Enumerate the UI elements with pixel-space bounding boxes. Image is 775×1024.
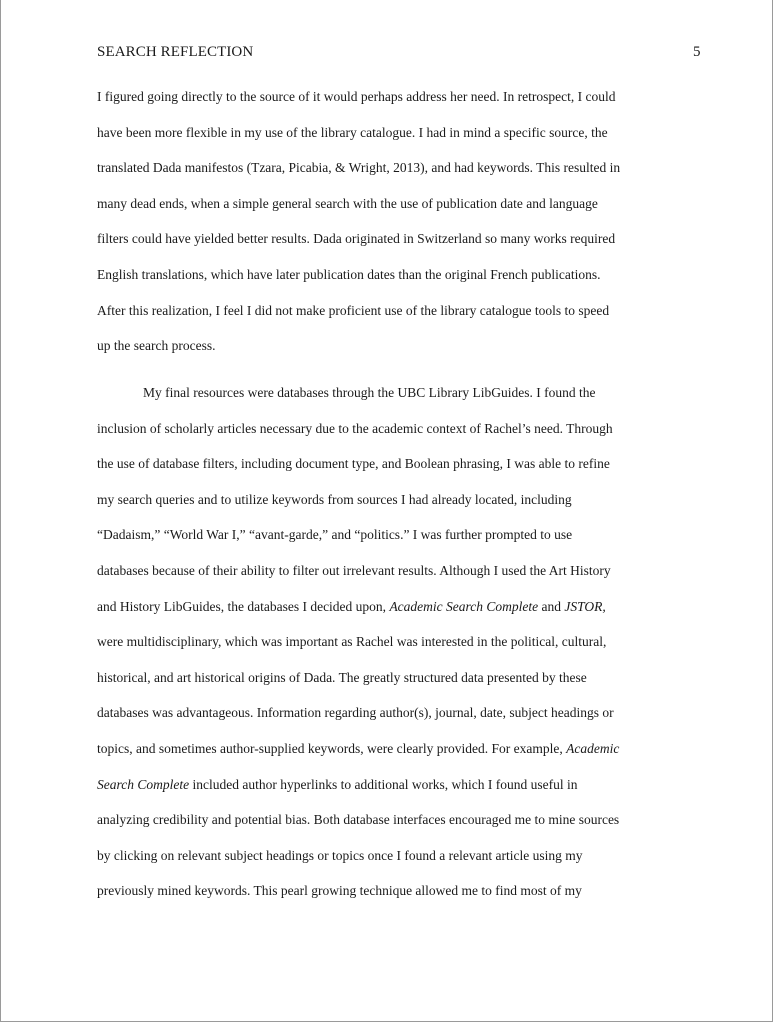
body-line: have been more flexible in my use of the library catalogue. I had in mind a specific source, the: [97, 124, 608, 140]
italic-title: JSTOR,: [564, 598, 606, 614]
body-line: [97, 775, 578, 795]
body-line: I figured going directly to the source of it would perhaps address her need. In retrospect, I could: [97, 89, 616, 104]
italic-title: Academic: [566, 741, 620, 756]
body-line: by clicking on relevant subject headings or topics once I found a relevant article using my: [97, 847, 583, 863]
body-line: My final resources were databases through the UBC Library LibGuides. I found the: [143, 385, 596, 400]
line-segment: topics, and sometimes author-supplied keywords, were clearly provided. For example,: [97, 741, 567, 756]
italic-title: Academic Search Complete: [389, 598, 539, 614]
body-line: filters could have yielded better results. Dada originated in Switzerland so many works required: [97, 231, 616, 247]
body-line: many dead ends, when a simple general search with the use of publication date and language: [97, 195, 598, 211]
body-line: translated Dada manifestos (Tzara, Picabia, & Wright, 2013), and had keywords. This resulted in: [97, 160, 621, 176]
line-segment: and: [538, 598, 565, 614]
body-line: my search queries and to utilize keywords from sources I had already located, including: [97, 491, 572, 507]
body-line: analyzing credibility and potential bias. Both database interfaces encouraged me to mine sources: [97, 812, 620, 828]
body-line: [97, 597, 606, 617]
body-line: “Dadaism,” “World War I,” “avant-garde,” and “politics.” I was further prompted to use: [97, 527, 573, 543]
body-line: After this realization, I feel I did not make proficient use of the library catalogue tools to speed: [97, 302, 610, 318]
body-line: English translations, which have later publication dates than the original French publications.: [97, 267, 601, 282]
body-line: databases because of their ability to filter out irrelevant results. Although I used the Art History: [97, 563, 611, 578]
italic-title: Search Complete: [97, 776, 190, 792]
body-line: databases was advantageous. Information regarding author(s), journal, date, subject headings or: [97, 705, 614, 721]
running-head: SEARCH REFLECTION: [97, 44, 254, 60]
body-line: [97, 739, 619, 759]
body-line: inclusion of scholarly articles necessary due to the academic context of Rachel’s need. Through: [97, 420, 613, 436]
line-segment: and History LibGuides, the databases I decided upon,: [97, 598, 390, 614]
line-segment: included author hyperlinks to additional works, which I found useful in: [189, 776, 578, 792]
body-line: were multidisciplinary, which was important as Rachel was interested in the political, cultural,: [97, 634, 607, 650]
body-line: the use of database filters, including document type, and Boolean phrasing, I was able to refine: [97, 456, 610, 472]
body-line: previously mined keywords. This pearl growing technique allowed me to find most of my: [97, 883, 582, 899]
body-line: up the search process.: [97, 338, 216, 354]
page-number: 5: [693, 44, 701, 60]
body-line: historical, and art historical origins of Dada. The greatly structured data presented by these: [97, 669, 587, 685]
